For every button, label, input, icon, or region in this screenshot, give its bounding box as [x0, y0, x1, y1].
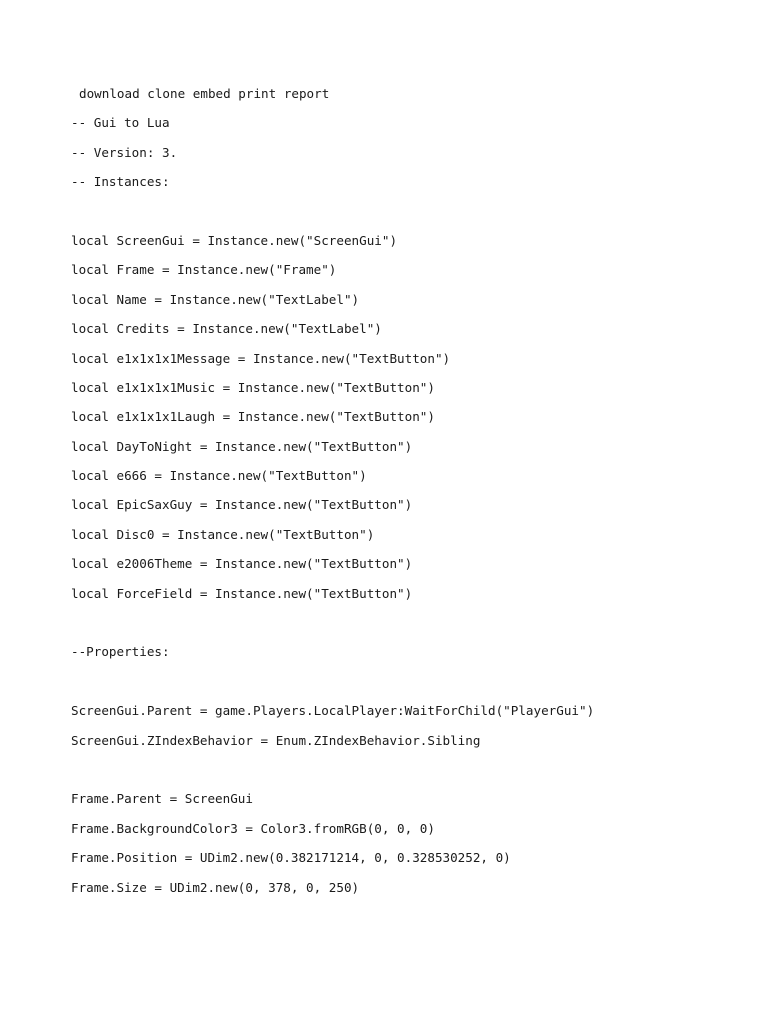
report-link[interactable]: report — [283, 86, 330, 101]
code-line: local e1x1x1x1Message = Instance.new("TextButton") — [71, 350, 451, 366]
code-line: local e2006Theme = Instance.new("TextButton") — [71, 556, 413, 572]
code-line: local ForceField = Instance.new("TextButton") — [71, 585, 413, 601]
code-line: ScreenGui.ZIndexBehavior = Enum.ZIndexBehavior.Sibling — [71, 732, 481, 748]
clone-link[interactable]: clone — [147, 86, 186, 101]
code-line: local EpicSaxGuy = Instance.new("TextButton") — [71, 497, 413, 513]
code-line: Frame.Position = UDim2.new(0.382171214, 0, 0.328530252, 0) — [71, 850, 511, 866]
code-line: local Frame = Instance.new("Frame") — [71, 262, 337, 278]
embed-link[interactable]: embed — [192, 86, 231, 101]
code-line: local Name = Instance.new("TextLabel") — [71, 291, 360, 307]
code-line: -- Version: 3. — [71, 144, 178, 160]
code-line: -- Instances: — [71, 174, 170, 190]
code-line: local e1x1x1x1Music = Instance.new("TextButton") — [71, 379, 435, 395]
code-line: -- Gui to Lua — [71, 115, 170, 131]
code-line: local Credits = Instance.new("TextLabel") — [71, 321, 382, 337]
code-line: local Disc0 = Instance.new("TextButton") — [71, 526, 375, 542]
code-line: --Properties: — [71, 644, 170, 660]
print-link[interactable]: print — [238, 86, 277, 101]
code-line: local e1x1x1x1Laugh = Instance.new("TextButton") — [71, 409, 435, 425]
code-line: local DayToNight = Instance.new("TextButton") — [71, 438, 413, 454]
code-line-blank — [71, 759, 768, 788]
paste-toolbar — [71, 83, 768, 112]
code-line-blank — [71, 671, 768, 700]
code-line: local e666 = Instance.new("TextButton") — [71, 468, 367, 484]
code-line: ScreenGui.Parent = game.Players.LocalPlayer:WaitForChild("PlayerGui") — [71, 703, 595, 719]
code-line: local ScreenGui = Instance.new("ScreenGui") — [71, 232, 398, 248]
code-line: Frame.Parent = ScreenGui — [71, 791, 253, 807]
code-line: Frame.BackgroundColor3 = Color3.fromRGB(0, 0, 0) — [71, 820, 435, 836]
download-link[interactable]: download — [79, 86, 140, 101]
code-line-blank — [71, 612, 768, 641]
code-line: Frame.Size = UDim2.new(0, 378, 0, 250) — [71, 879, 360, 895]
code-line-blank — [71, 201, 768, 230]
code-block — [71, 112, 768, 906]
